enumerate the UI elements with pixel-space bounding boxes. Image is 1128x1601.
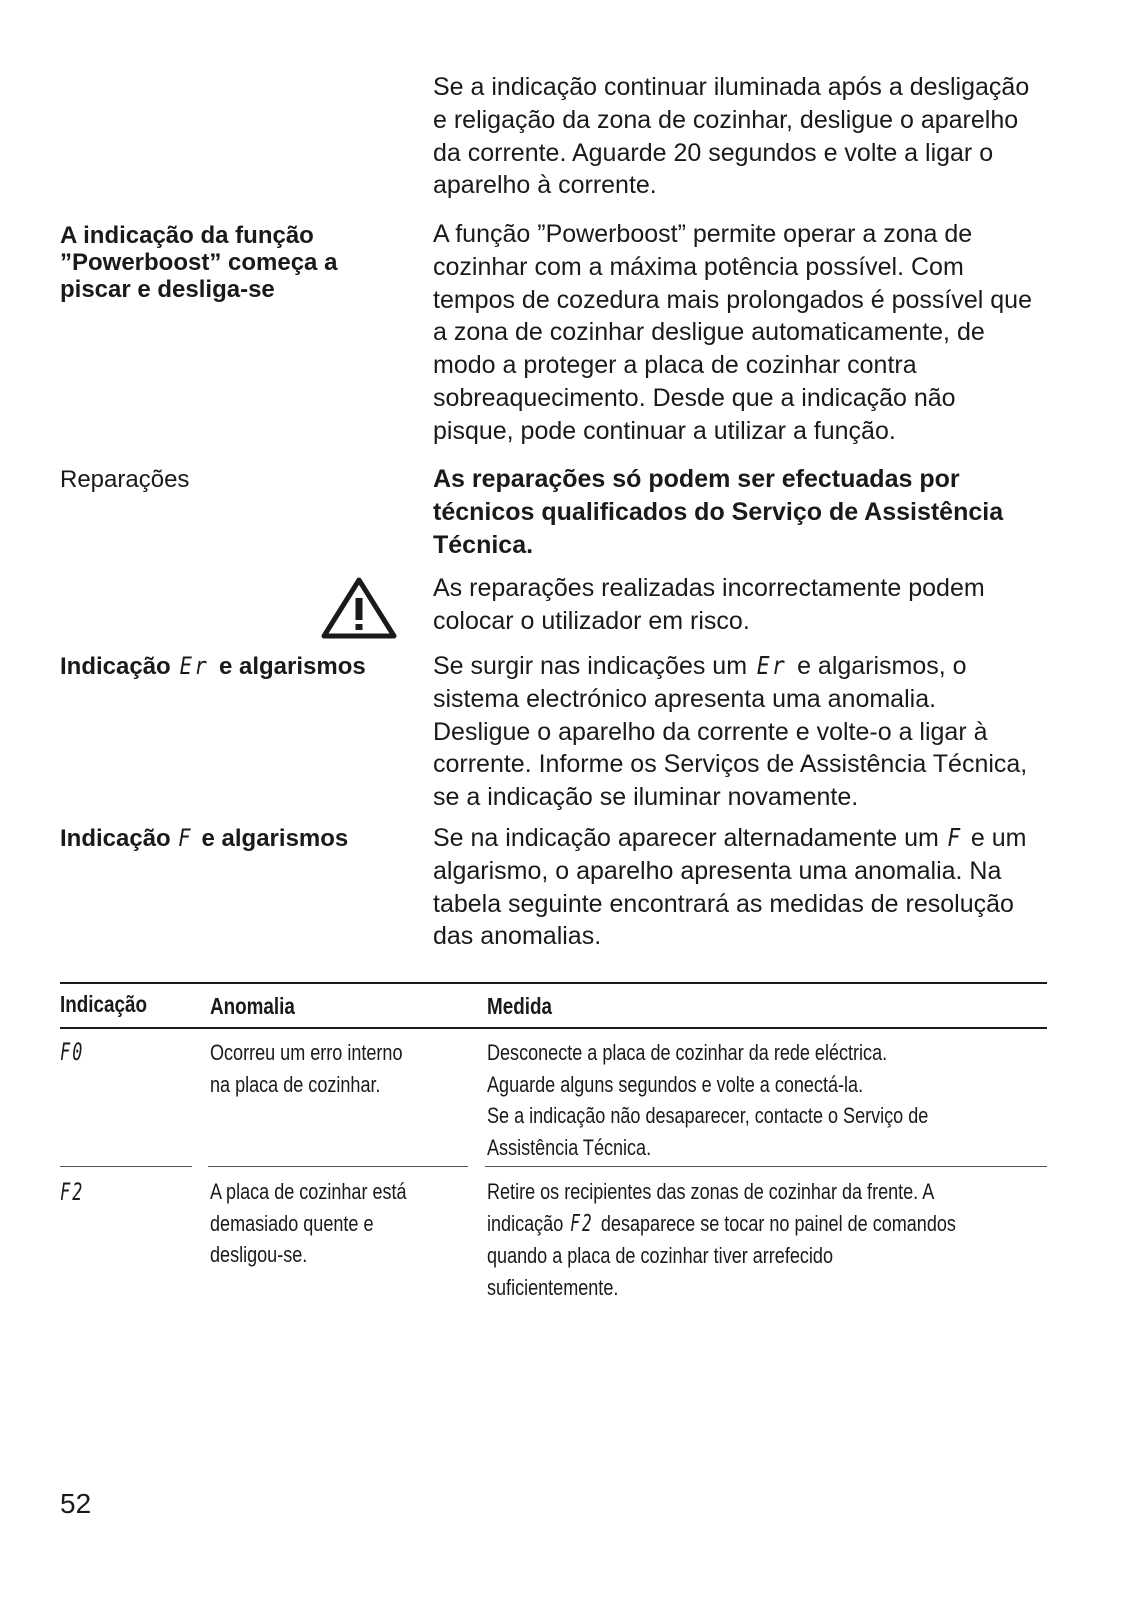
cell-line: Ocorreu um erro interno bbox=[210, 1040, 403, 1065]
label-prefix: Indicação bbox=[60, 653, 171, 680]
cell-line: Aguarde alguns segundos e volte a conectá-la. bbox=[487, 1071, 864, 1097]
text-line: Se a indicação continuar iluminada após a desligação bbox=[433, 73, 1030, 101]
row-divider bbox=[485, 1166, 1047, 1167]
text-line: tempos de cozedura mais prolongados é possível que bbox=[433, 285, 1032, 314]
text-line: sistema electrónico apresenta uma anomalia. bbox=[433, 684, 937, 713]
text-line: aparelho à corrente. bbox=[433, 171, 657, 200]
text-fragment: e um bbox=[970, 824, 1027, 852]
text-line: Desligue o aparelho da corrente e volte-o a ligar à bbox=[433, 717, 988, 746]
column-header-code: Indicação bbox=[60, 991, 148, 1017]
f2-code-display: F2 bbox=[60, 1178, 85, 1206]
text-line bbox=[433, 822, 1026, 855]
row-measure bbox=[487, 1037, 1025, 1163]
text-line: das anomalias. bbox=[433, 922, 602, 951]
repairs-label bbox=[60, 466, 189, 493]
label-line: ”Powerboost” começa a bbox=[60, 249, 338, 276]
text-line: algarismo, o aparelho apresenta uma anomalia. Na bbox=[433, 856, 1002, 885]
cell-line: Retire os recipientes das zonas de cozinhar da frente. A bbox=[487, 1179, 935, 1204]
column-header-measure: Medida bbox=[487, 993, 552, 1019]
er-paragraph bbox=[433, 650, 1027, 814]
f0-code-display: F0 bbox=[60, 1038, 85, 1066]
row-code bbox=[58, 1037, 87, 1069]
cell-line: desligou-se. bbox=[210, 1242, 308, 1267]
text-line: a zona de cozinhar desligue automaticamente, de bbox=[433, 318, 985, 347]
row-divider bbox=[208, 1166, 468, 1167]
text-line bbox=[433, 650, 1027, 683]
text-line: cozinhar com a máxima potência possível. Com bbox=[433, 252, 964, 281]
repairs-warning-bold bbox=[433, 463, 1003, 561]
text-line: técnicos qualificados do Serviço de Assistência bbox=[433, 497, 1004, 526]
text-line: da corrente. Aguarde 20 segundos e volte a ligar o bbox=[433, 138, 994, 167]
f-paragraph bbox=[433, 822, 1026, 953]
cell-line: na placa de cozinhar. bbox=[210, 1071, 381, 1097]
cell-line bbox=[487, 1208, 956, 1241]
text-fragment: desaparece se tocar no painel de comandos bbox=[600, 1210, 956, 1236]
powerboost-label bbox=[60, 222, 337, 303]
label-line: piscar e desliga-se bbox=[60, 276, 275, 303]
label-line: A indicação da função bbox=[60, 222, 314, 249]
cell-line: suficientemente. bbox=[487, 1274, 619, 1300]
label-suffix: e algarismos bbox=[218, 653, 366, 680]
table-header-rule bbox=[60, 1027, 1047, 1029]
row-fault bbox=[210, 1176, 450, 1271]
cell-line: A placa de cozinhar está bbox=[210, 1179, 407, 1204]
warning-triangle-icon bbox=[320, 576, 398, 640]
f2-code-display: F2 bbox=[570, 1210, 594, 1237]
powerboost-paragraph bbox=[433, 218, 1032, 448]
text-line: pisque, pode continuar a utilizar a função. bbox=[433, 416, 896, 445]
cell-line: demasiado quente e bbox=[210, 1210, 374, 1236]
label-suffix: e algarismos bbox=[201, 825, 349, 852]
text-fragment: e algarismos, o bbox=[797, 652, 967, 680]
row-measure bbox=[487, 1176, 1059, 1303]
f-label bbox=[60, 825, 348, 852]
intro-paragraph bbox=[433, 71, 1029, 202]
repairs-warning-text bbox=[433, 572, 985, 638]
text-line: e religação da zona de cozinhar, desligue o aparelho bbox=[433, 105, 1019, 134]
er-code-display: Er bbox=[756, 651, 788, 680]
row-divider bbox=[60, 1166, 192, 1167]
column-header-fault: Anomalia bbox=[210, 993, 295, 1019]
cell-line: Desconecte a placa de cozinhar da rede eléctrica. bbox=[487, 1040, 888, 1065]
text-fragment: Se na indicação aparecer alternadamente um bbox=[433, 824, 939, 852]
label-line: Reparações bbox=[60, 466, 190, 493]
text-line: colocar o utilizador em risco. bbox=[433, 606, 750, 635]
cell-line: Se a indicação não desaparecer, contacte o Serviço de bbox=[487, 1103, 929, 1128]
page-number: 52 bbox=[60, 1488, 92, 1519]
text-line: Técnica. bbox=[433, 530, 534, 559]
text-line: As reparações só podem ser efectuadas por bbox=[433, 465, 960, 493]
label-prefix: Indicação bbox=[60, 825, 171, 852]
text-fragment: Se surgir nas indicações um bbox=[433, 652, 748, 680]
text-line: As reparações realizadas incorrectamente podem bbox=[433, 574, 985, 602]
text-line: sobreaquecimento. Desde que a indicação não bbox=[433, 383, 956, 412]
text-line: se a indicação se iluminar novamente. bbox=[433, 783, 859, 812]
text-line: modo a proteger a placa de cozinhar contra bbox=[433, 351, 917, 380]
f-code-display: F bbox=[947, 823, 963, 852]
table-top-rule bbox=[60, 982, 1047, 984]
f-code-display: F bbox=[178, 824, 194, 852]
text-line: A função ”Powerboost” permite operar a zona de bbox=[433, 220, 973, 248]
cell-line: quando a placa de cozinhar tiver arrefecido bbox=[487, 1243, 833, 1268]
text-line: tabela seguinte encontrará as medidas de resolução bbox=[433, 889, 1014, 918]
er-code-display: Er bbox=[180, 652, 210, 680]
cell-line: Assistência Técnica. bbox=[487, 1134, 652, 1160]
row-fault bbox=[210, 1037, 445, 1100]
row-code bbox=[58, 1177, 87, 1209]
text-line: corrente. Informe os Serviços de Assistência Técnica, bbox=[433, 750, 1028, 779]
er-label bbox=[60, 653, 366, 680]
text-fragment: indicação bbox=[487, 1210, 564, 1236]
